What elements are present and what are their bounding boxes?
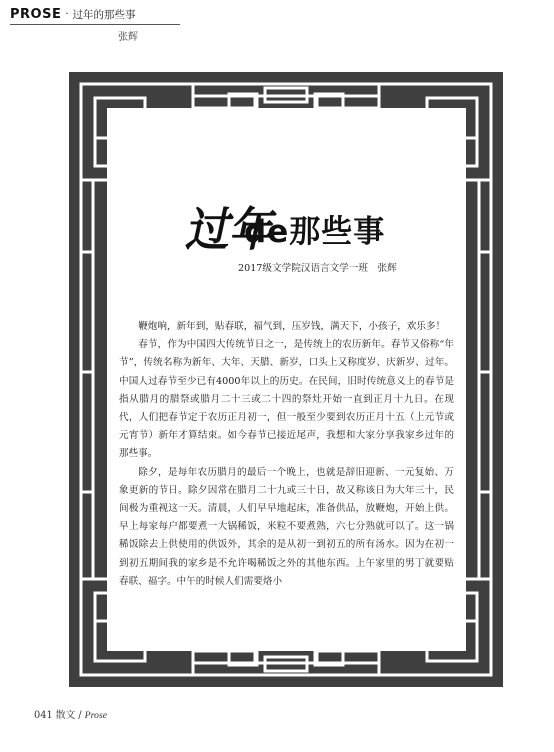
paragraph: 春节，作为中国四大传统节日之一，是传统上的农历新年。春节又俗称“年节”，传统名称为新年、大年、天腊、新岁，口头上又称度岁、庆新岁、过年。中国人过春节至少已有4000年以上的历史。在民间，旧时传统意义上的春节是指从腊月的腊祭或腊月二十三或二十四的祭灶开始一直到正月十九日。在现代，人们把春节定于农历正月初一，但一般至少要到农历正月十五（上元节或元宵节）新年才算结束。如今春节已接近尾声，我想和大家分享我家乡过年的那些事。 [119, 339, 454, 460]
article-body [119, 318, 454, 591]
section-title: 过年的那些事 [72, 9, 136, 21]
header-separator: · [65, 9, 69, 20]
footer-slash: / [78, 710, 82, 721]
page-number: 041 [34, 710, 53, 721]
running-header [0, 0, 554, 46]
magazine-name: PROSE [10, 7, 62, 22]
page-footer [34, 707, 107, 721]
header-rule [10, 24, 180, 25]
header-bar [10, 6, 136, 23]
footer-magazine-en: Prose [84, 710, 108, 721]
title-text: de那些事 [244, 214, 386, 250]
paragraph: 鞭炮响，新年到，贴春联，福气到，压岁钱，满天下，小孩子，欢乐多！ [138, 321, 446, 332]
byline: 2017级文学院汉语言文学一班 张辉 [238, 263, 397, 274]
article-title [182, 203, 428, 258]
paragraph: 除夕，是每年农历腊月的最后一个晚上，也就是辞旧迎新、一元复始、万象更新的节日。除夕因常在腊月二十九或三十日，故又称该日为大年三十，民间极为重视这一天。清晨，人们早早地起床，准备供品，放鞭炮，开始上供。早上每家每户都要煮一大锅稀饭，米粒不要煮熟，六七分熟就可以了。这一锅稀饭除去上供使用的供饭外，其余的是从初一到初五的所有汤水。因为在初一到初五期间我的家乡是不允许喝稀饭之外的其他东西。上午家里的男丁就要贴春联、福字。中午的时候人们需要烙小 [119, 466, 454, 587]
title-calligraphy: 过年 [182, 203, 282, 258]
footer-magazine-cn: 散文 [55, 710, 76, 721]
header-author: 张辉 [118, 32, 138, 43]
